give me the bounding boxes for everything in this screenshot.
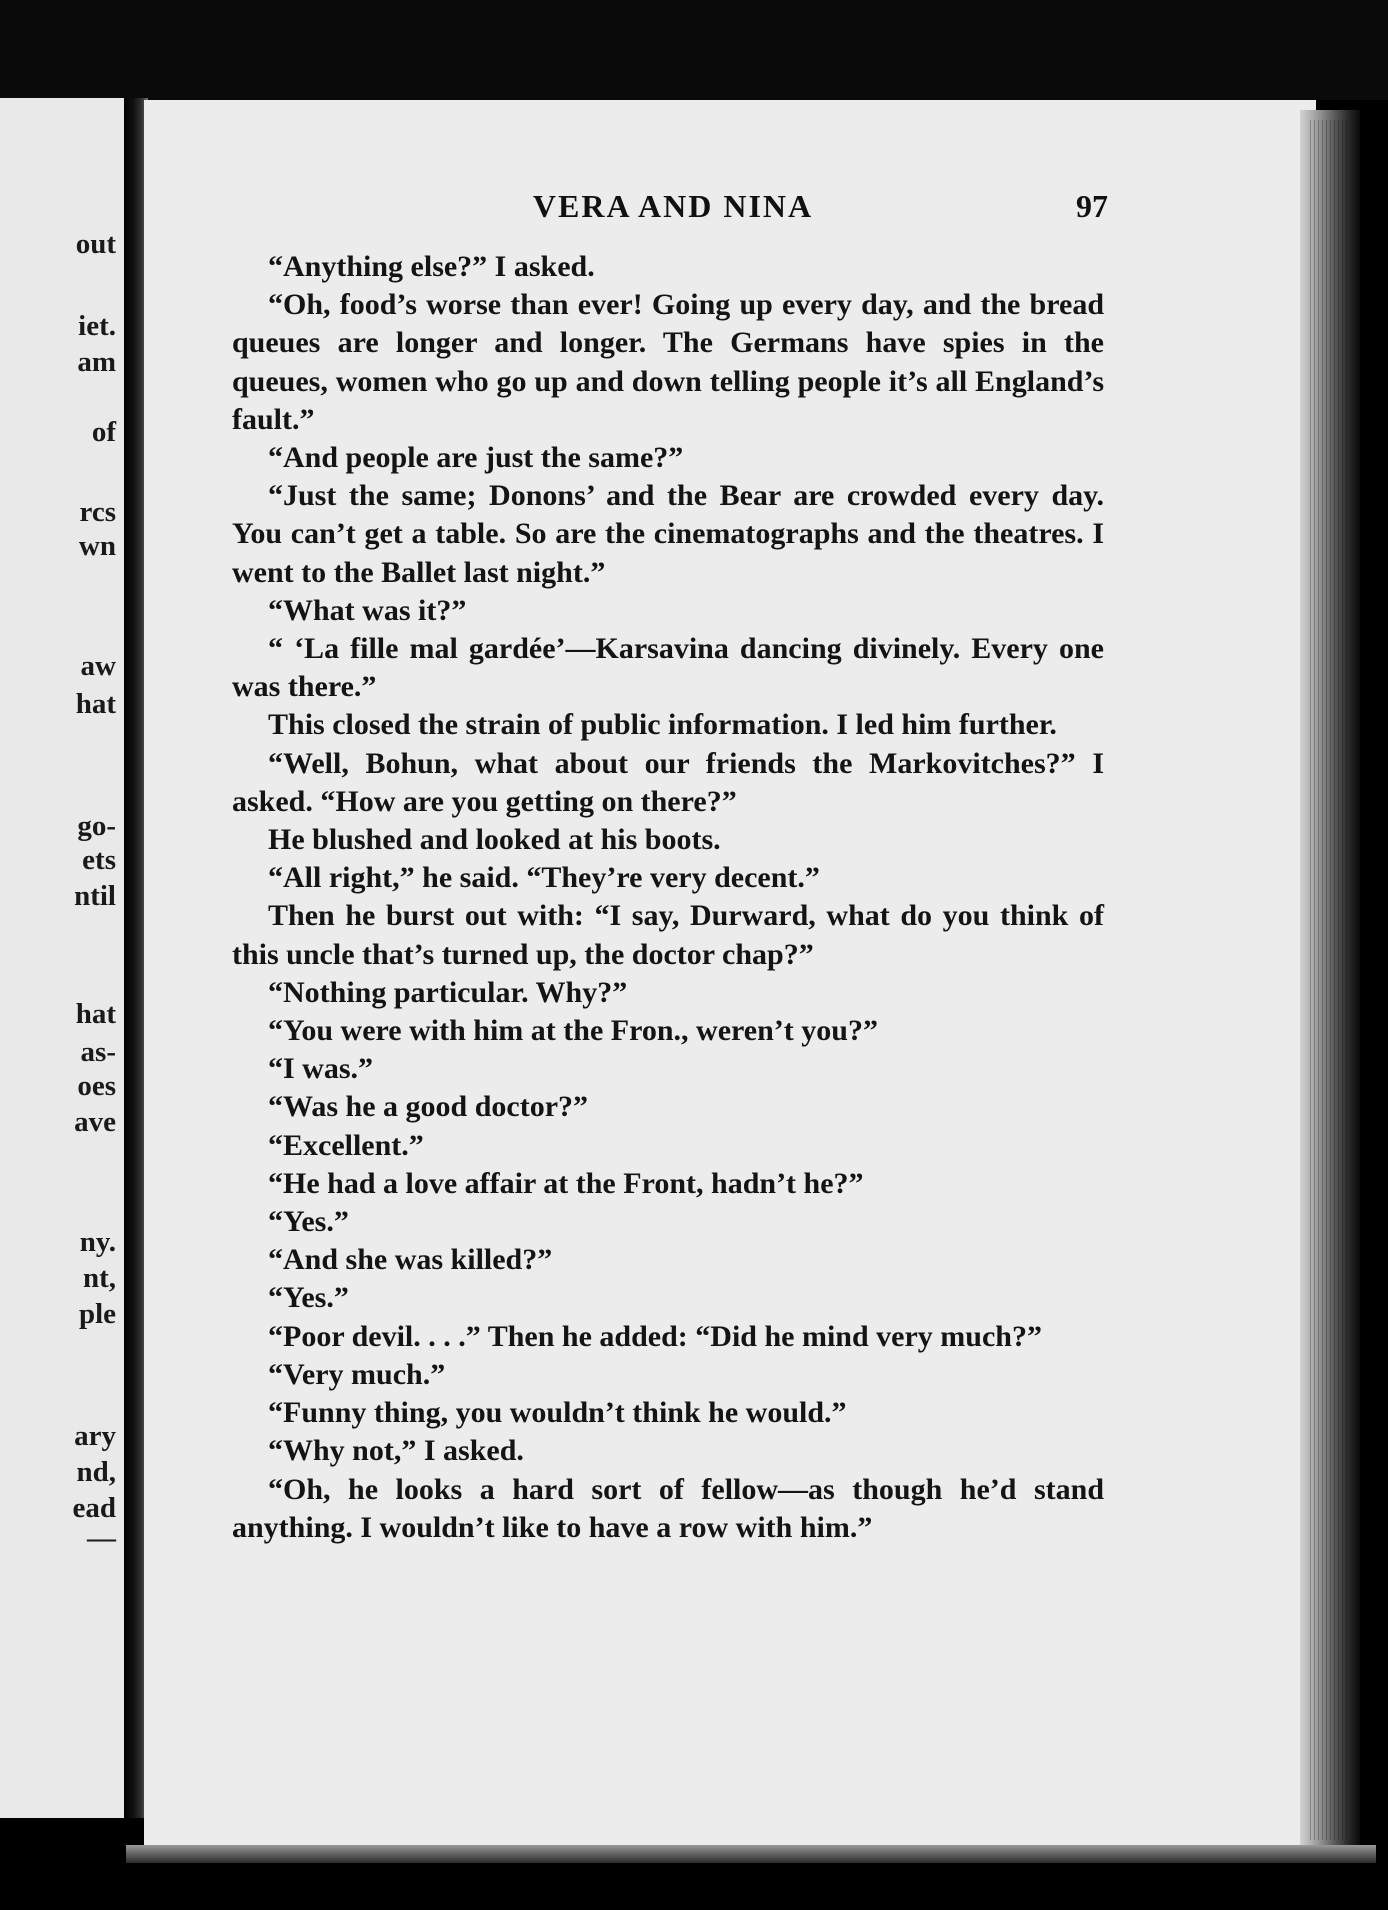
scan-background xyxy=(0,0,1388,100)
paragraph: “Why not,” I asked. xyxy=(268,1434,524,1468)
previous-page-fragment: ave xyxy=(74,1106,116,1138)
paragraph: “Funny thing, you wouldn’t think he would.” xyxy=(268,1396,847,1430)
previous-page-fragment: aw xyxy=(80,650,116,682)
paragraph: “Was he a good doctor?” xyxy=(268,1090,589,1124)
previous-page-fragment: nd, xyxy=(76,1456,116,1488)
previous-page-fragment: wn xyxy=(78,530,116,562)
paragraph: Then he burst out with: “I say, Durward, what do you think of this uncle that’s turned up, the doctor chap?” xyxy=(232,899,1104,971)
paragraph: “Just the same; Donons’ and the Bear are crowded every day. You can’t get a table. So are the cinematographs and the theatres. I went to the Ballet last night.” xyxy=(232,479,1104,589)
previous-page-fragment: ny. xyxy=(79,1226,116,1258)
previous-page-fragment: hat xyxy=(75,998,116,1030)
page-bottom-edge xyxy=(126,1845,1376,1863)
paragraph: “Poor devil. . . .” Then he added: “Did he mind very much?” xyxy=(268,1319,1042,1353)
paragraph: “ ‘La fille mal gardée’—Karsavina dancing divinely. Every one was there.” xyxy=(232,632,1104,704)
paragraph: “Well, Bohun, what about our friends the Markovitches?” I asked. “How are you getting on there?” xyxy=(232,746,1104,818)
paragraph: “I was.” xyxy=(268,1052,374,1086)
paragraph: “Yes.” xyxy=(268,1281,349,1315)
body-text xyxy=(232,248,1104,1547)
previous-page-fragment: ple xyxy=(78,1298,116,1330)
paragraph: “What was it?” xyxy=(268,593,467,627)
paragraph: “Anything else?” I asked. xyxy=(268,250,595,283)
paragraph: “Excellent.” xyxy=(268,1128,424,1162)
previous-page-fragment: am xyxy=(77,346,116,378)
previous-page-fragment: iet. xyxy=(78,310,116,342)
paragraph: “Oh, he looks a hard sort of fellow—as though he’d stand anything. I wouldn’t like to have a row with him.” xyxy=(232,1472,1104,1544)
paragraph: “Nothing particular. Why?” xyxy=(268,975,628,1009)
previous-page-fragment: rcs xyxy=(79,496,116,528)
previous-page-fragment: ary xyxy=(74,1420,116,1452)
previous-page-fragment: of xyxy=(91,416,116,448)
previous-page-fragment: ets xyxy=(82,844,116,876)
previous-page-fragment: nt, xyxy=(82,1262,116,1294)
paragraph: “And she was killed?” xyxy=(268,1243,553,1277)
previous-page-fragment: ntil xyxy=(74,880,116,912)
previous-page-fragment: out xyxy=(75,228,116,260)
paragraph: He blushed and looked at his boots. xyxy=(268,823,721,857)
previous-page-fragment: — xyxy=(87,1522,116,1554)
previous-page-fragment: ead xyxy=(72,1492,116,1524)
running-head-title: VERA AND NINA xyxy=(532,188,814,224)
paragraph: “Oh, food’s worse than ever! Going up every day, and the bread queues are longer and longer. The Germans have spies in the queues, women who go up and down telling people it’s all England’s fault.” xyxy=(232,288,1104,436)
running-head xyxy=(238,188,1108,228)
paragraph: “He had a love affair at the Front, hadn’t he?” xyxy=(268,1166,864,1200)
previous-page-fragment: as- xyxy=(80,1036,116,1068)
previous-page-fragment: go- xyxy=(77,810,116,842)
paragraph: “Yes.” xyxy=(268,1205,349,1239)
paragraph: “And people are just the same?” xyxy=(268,441,684,475)
paragraph: This closed the strain of public information. I led him further. xyxy=(268,708,1057,742)
previous-page-fragment: oes xyxy=(77,1070,116,1102)
page-number: 97 xyxy=(1076,188,1108,224)
previous-page xyxy=(0,98,126,1818)
page-edge-lines xyxy=(1310,120,1350,1840)
paragraph: “All right,” he said. “They’re very decent.” xyxy=(268,861,820,895)
previous-page-fragment: hat xyxy=(75,688,116,720)
paragraph: “You were with him at the Fron., weren’t you?” xyxy=(268,1014,878,1048)
paragraph: “Very much.” xyxy=(268,1357,446,1391)
